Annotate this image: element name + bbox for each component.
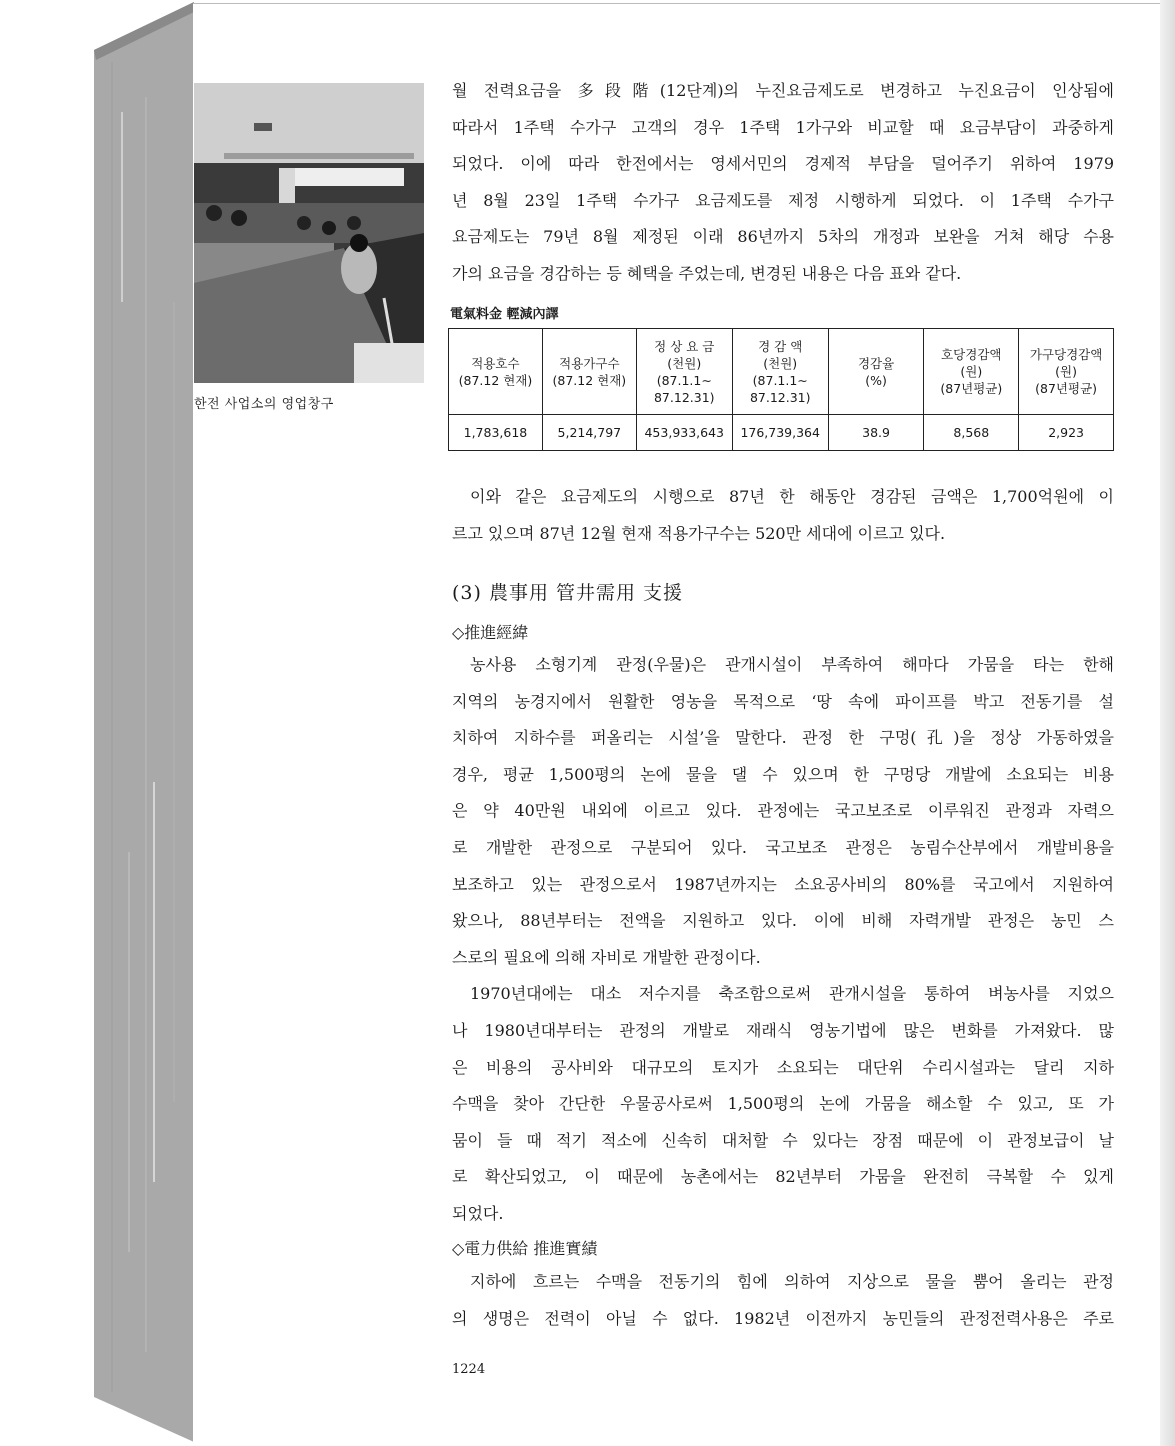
header-line: (원)	[960, 364, 983, 379]
header-line: (%)	[865, 372, 887, 388]
text-line: 년 8월 23일 1주택 수가구 요금제도를 제정 시행하게 되었다. 이 1주택 수가구	[452, 190, 1114, 210]
header-line: (87.12 현재)	[552, 372, 627, 388]
header-line: 호당경감액	[941, 347, 1002, 362]
text-line: 로 개발한 관정으로 구분되어 있다. 국고보조 관정은 농림수산부에서 개발비용을	[452, 837, 1114, 857]
page-shadow	[1160, 0, 1175, 1446]
electricity-discount-table	[448, 328, 1114, 451]
header-line: (87년평균)	[940, 381, 1003, 396]
header-line: (천원)	[763, 355, 798, 371]
text-line: 수맥을 찾아 간단한 우물공사로써 1,500평의 논에 가뭄을 해소할 수 있고, 또 가	[452, 1094, 1114, 1114]
after-table-paragraph	[452, 479, 1114, 552]
text-line: 지역의 농경지에서 원활한 영농을 목적으로 ‘땅 속에 파이프를 박고 전동기를 설	[452, 691, 1114, 711]
table-header-cell	[1019, 329, 1114, 415]
table-cell: 8,568	[924, 415, 1019, 451]
table-row	[449, 415, 1114, 451]
table-header-cell	[828, 329, 924, 415]
subsection-title: ◇電力供給 推進實績	[452, 1239, 598, 1258]
header-line: 정 상 요 금	[654, 338, 715, 354]
section-paragraph-1	[452, 647, 1114, 1233]
table-title: 電氣料金 輕減內譯	[450, 307, 559, 322]
text-line: 이와 같은 요금제도의 시행으로 87년 한 해동안 경감된 금액은 1,700억원에 이	[470, 487, 1114, 506]
text-line: 가의 요금을 경감하는 등 혜택을 주었는데, 변경된 내용은 다음 표와 같다.	[452, 263, 962, 283]
header-line: 경감율	[857, 355, 895, 371]
table-header-cell	[732, 329, 828, 415]
text-line: 스로의 필요에 의해 자비로 개발한 관정이다.	[452, 947, 761, 967]
table-cell: 453,933,643	[636, 415, 732, 451]
text-line: 로 확산되었고, 이 때문에 농촌에서는 82년부터 가뭄을 완전히 극복할 수 있게	[452, 1167, 1114, 1187]
book-page-edges	[94, 2, 194, 1442]
photo-caption: 한전 사업소의 영업창구	[194, 397, 334, 412]
table-header-cell	[542, 329, 636, 415]
header-line: 경 감 액	[758, 338, 803, 354]
header-line: (87.12 현재)	[458, 372, 533, 388]
text-line: 지하에 흐르는 수맥을 전동기의 힘에 의하여 지상으로 물을 뿜어 올리는 관정	[470, 1272, 1114, 1291]
text-line: 나 1980년대부터는 관정의 개발로 재래식 영농기법에 많은 변화를 가져왔다. 많	[452, 1020, 1114, 1040]
text-line: 르고 있으며 87년 12월 현재 적용가구수는 520만 세대에 이르고 있다.	[452, 523, 946, 543]
text-line: 되었다. 이에 따라 한전에서는 영세서민의 경제적 부담을 덜어주기 위하여 1979	[452, 154, 1114, 174]
header-line: 적용가구수	[559, 355, 620, 371]
text-line: 월 전력요금을 多段階(12단계)의 누진요금제도로 변경하고 누진요금이 인상됨에	[452, 81, 1114, 100]
text-line: 뭄이 들 때 적기 적소에 신속히 대처할 수 있다는 장점 때문에 이 관정보급이 날	[452, 1130, 1114, 1150]
table-header-row	[449, 329, 1114, 415]
intro-paragraph	[452, 73, 1114, 293]
table-header-cell	[636, 329, 732, 415]
text-line: 왔으나, 88년부터는 전액을 지원하고 있다. 이에 비해 자력개발 관정은 농민 스	[452, 911, 1114, 931]
header-line: 가구당경감액	[1029, 347, 1103, 362]
text-line: 되었다.	[452, 1203, 504, 1223]
text-line: 요금제도는 79년 8월 제정된 이래 86년까지 5차의 개정과 보완을 거쳐 해당 수용	[452, 227, 1114, 247]
page-number: 1224	[452, 1362, 486, 1377]
header-line: (87.1.1∼	[752, 372, 808, 388]
section-paragraph-2	[452, 1264, 1114, 1337]
table-cell: 38.9	[828, 415, 924, 451]
header-line: (87.1.1∼	[656, 372, 712, 388]
table-cell: 1,783,618	[449, 415, 543, 451]
text-line: 경우, 평균 1,500평의 논에 물을 댈 수 있으며 한 구멍당 개발에 소요되는 비용	[452, 764, 1114, 784]
text-line: 보조하고 있는 관정으로서 1987년까지는 소요공사비의 80%를 국고에서 지원하여	[452, 874, 1114, 894]
section-title: (3) 農事用 管井需用 支援	[452, 582, 684, 604]
table-cell: 2,923	[1019, 415, 1114, 451]
header-line: (87년평균)	[1035, 381, 1098, 396]
text-line: 치하여 지하수를 퍼올리는 시설’을 말한다. 관정 한 구멍(孔)을 정상 가동하였을	[452, 728, 1114, 748]
text-line: 은 약 40만원 내외에 이르고 있다. 관정에는 국고보조로 이루워진 관정과 자력으	[452, 801, 1114, 821]
table-cell: 5,214,797	[542, 415, 636, 451]
header-line: 87.12.31)	[653, 389, 715, 405]
table-header-cell	[924, 329, 1019, 415]
table-header-cell	[449, 329, 543, 415]
text-line: 농사용 소형기계 관정(우물)은 관개시설이 부족하여 해마다 가뭄을 타는 한해	[470, 655, 1114, 674]
subsection-title: ◇推進經緯	[452, 623, 529, 642]
text-line: 은 비용의 공사비와 대규모의 토지가 소요되는 대단위 수리시설과는 달리 지하	[452, 1057, 1114, 1077]
office-counter-photo	[194, 83, 424, 383]
header-line: 적용호수	[471, 355, 520, 371]
header-line: (원)	[1055, 364, 1078, 379]
text-line: 1970년대에는 대소 저수지를 축조함으로써 관개시설을 통하여 벼농사를 지었으	[470, 984, 1114, 1004]
text-line: 의 생명은 전력이 아닐 수 없다. 1982년 이전까지 농민들의 관정전력사용은 주로	[452, 1308, 1114, 1328]
table-cell: 176,739,364	[732, 415, 828, 451]
text-line: 따라서 1주택 수가구 고객의 경우 1주택 1가구와 비교할 때 요금부담이 과중하게	[452, 117, 1114, 137]
header-line: 87.12.31)	[749, 389, 811, 405]
header-line: (천원)	[667, 355, 702, 371]
